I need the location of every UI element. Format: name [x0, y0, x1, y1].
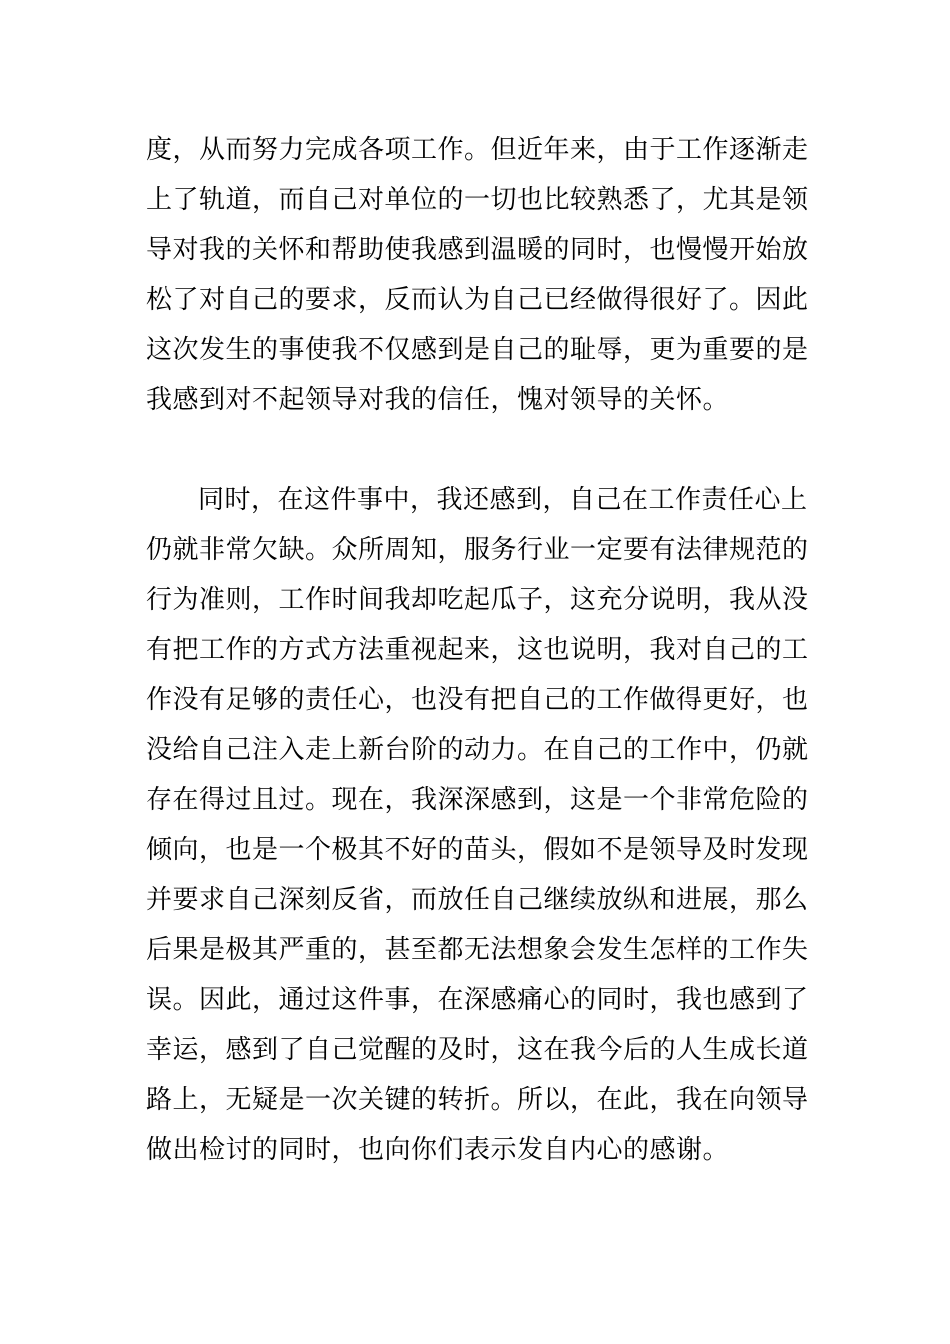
text-line: 作没有足够的责任心，也没有把自己的工作做得更好，也 [146, 685, 809, 715]
text-line: 路上，无疑是一次关键的转折。所以，在此，我在向领导 [146, 1085, 809, 1115]
text-line: 松了对自己的要求，反而认为自己已经做得很好了。因此 [146, 285, 809, 315]
text-line: 我感到对不起领导对我的信任，愧对领导的关怀。 [146, 385, 730, 415]
text-line: 度，从而努力完成各项工作。但近年来，由于工作逐渐走 [146, 135, 809, 165]
text-line: 这次发生的事使我不仅感到是自己的耻辱，更为重要的是 [146, 335, 809, 365]
text-line: 导对我的关怀和帮助使我感到温暖的同时，也慢慢开始放 [146, 235, 809, 265]
text-line: 误。因此，通过这件事，在深感痛心的同时，我也感到了 [146, 985, 809, 1015]
text-line: 做出检讨的同时，也向你们表示发自内心的感谢。 [146, 1135, 730, 1165]
text-line: 上了轨道，而自己对单位的一切也比较熟悉了，尤其是领 [146, 185, 809, 215]
text-line: 没给自己注入走上新台阶的动力。在自己的工作中，仍就 [146, 735, 809, 765]
text-line: 仍就非常欠缺。众所周知，服务行业一定要有法律规范的 [146, 535, 809, 565]
text-line: 并要求自己深刻反省，而放任自己继续放纵和进展，那么 [146, 885, 809, 915]
text-line: 后果是极其严重的，甚至都无法想象会发生怎样的工作失 [146, 935, 809, 965]
text-line: 倾向，也是一个极其不好的苗头，假如不是领导及时发现 [146, 835, 809, 865]
text-line: 存在得过且过。现在，我深深感到，这是一个非常危险的 [146, 785, 809, 815]
text-line: 行为准则，工作时间我却吃起瓜子，这充分说明，我从没 [146, 585, 809, 615]
text-line: 幸运，感到了自己觉醒的及时，这在我今后的人生成长道 [146, 1035, 809, 1065]
text-line: 有把工作的方式方法重视起来，这也说明，我对自己的工 [146, 635, 809, 665]
text-line: 同时，在这件事中，我还感到，自己在工作责任心上 [198, 485, 808, 515]
